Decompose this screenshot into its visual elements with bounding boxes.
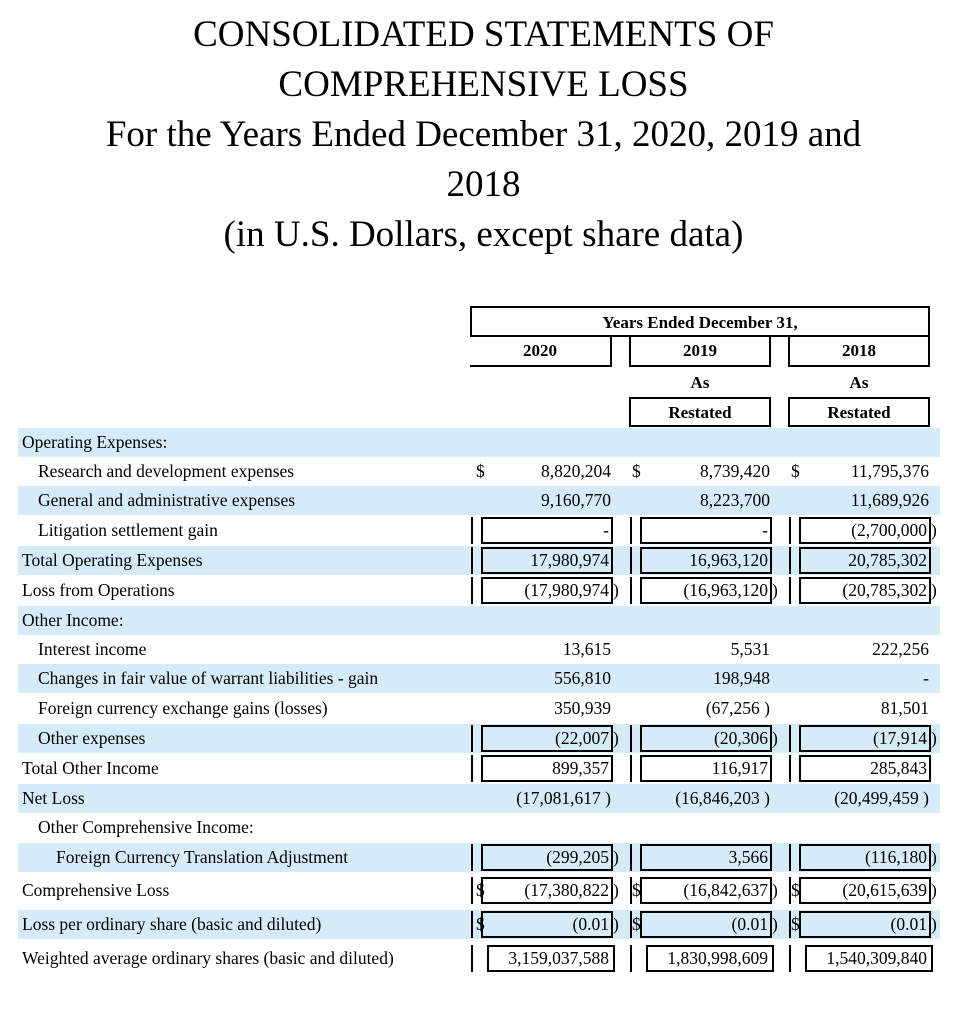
column-rule [630, 547, 632, 574]
value-cell: 81,501 [880, 698, 929, 718]
value-cell: (20,615,639 [842, 880, 927, 900]
dollar-sign: $ [476, 914, 485, 934]
dollar-sign: $ [632, 914, 641, 934]
value-cell: (17,980,974 [524, 580, 609, 600]
row-label: Weighted average ordinary shares (basic and diluted) [22, 948, 394, 968]
row-label: Total Other Income [22, 758, 159, 778]
value-cell: 1,830,998,609 [667, 948, 768, 968]
value-cell: 3,159,037,588 [508, 948, 609, 968]
value-cell: - [762, 520, 768, 540]
row-label: Operating Expenses: [22, 432, 168, 452]
table-row [18, 546, 940, 575]
value-cell: (16,963,120 [683, 580, 768, 600]
dollar-sign: $ [791, 880, 800, 900]
row-label: Net Loss [22, 788, 85, 808]
year-2020-header: 2020 [470, 337, 612, 367]
value-cell: 3,566 [728, 847, 768, 867]
row-label: Comprehensive Loss [22, 880, 170, 900]
value-box [481, 517, 613, 544]
value-cell: 20,785,302 [848, 550, 927, 570]
value-cell: 8,739,420 [700, 461, 770, 481]
value-cell: (17,914 [873, 728, 927, 748]
table-row [18, 664, 940, 693]
column-rule [789, 844, 791, 871]
dollar-sign: $ [476, 880, 485, 900]
value-cell: 11,689,926 [850, 490, 929, 510]
value-cell: 350,939 [554, 698, 611, 718]
closing-paren: ) [613, 847, 619, 867]
column-rule [471, 877, 473, 904]
value-cell: 285,843 [870, 758, 927, 778]
column-rule [630, 725, 632, 752]
value-cell: 9,160,770 [541, 490, 611, 510]
column-rule [789, 755, 791, 782]
value-cell: 16,963,120 [689, 550, 768, 570]
value-cell: (67,256 ) [705, 698, 770, 718]
column-rule [471, 844, 473, 871]
value-cell: 222,256 [872, 639, 929, 659]
column-rule [471, 945, 473, 972]
closing-paren: ) [772, 728, 778, 748]
column-rule [789, 725, 791, 752]
value-cell: 1,540,309,840 [826, 948, 927, 968]
value-cell: (0.01 [890, 914, 927, 934]
value-cell: (20,499,459 ) [834, 788, 929, 808]
title-line-3: For the Years Ended December 31, 2020, 2019 and [105, 114, 862, 155]
column-rule [630, 517, 632, 544]
value-cell: 116,917 [711, 758, 768, 778]
column-rule [789, 547, 791, 574]
value-cell: 556,810 [554, 668, 611, 688]
table-row [18, 457, 940, 486]
value-cell: 8,223,700 [700, 490, 770, 510]
value-cell: (22,007 [555, 728, 609, 748]
value-cell: (0.01 [731, 914, 768, 934]
dollar-sign: $ [791, 461, 800, 481]
row-label: Loss per ordinary share (basic and diluted) [22, 914, 322, 934]
restated-label-2019: Restated [629, 397, 771, 427]
closing-paren: ) [772, 914, 778, 934]
closing-paren: ) [931, 728, 937, 748]
title-line-2: COMPREHENSIVE LOSS [278, 64, 689, 105]
value-cell: - [603, 520, 609, 540]
value-cell: 899,357 [552, 758, 609, 778]
row-label: Interest income [38, 639, 147, 659]
dollar-sign: $ [791, 914, 800, 934]
closing-paren: ) [613, 914, 619, 934]
table-row [18, 486, 940, 515]
row-label: Litigation settlement gain [38, 520, 218, 540]
column-rule [630, 577, 632, 604]
table-row [18, 635, 940, 664]
value-cell: (2,700,000 [851, 520, 927, 540]
column-rule [789, 517, 791, 544]
table-row [18, 724, 940, 753]
closing-paren: ) [772, 580, 778, 600]
closing-paren: ) [931, 847, 937, 867]
row-label: Foreign Currency Translation Adjustment [56, 847, 349, 867]
value-cell: (299,205 [546, 847, 609, 867]
row-label: Other Income: [22, 610, 124, 630]
closing-paren: ) [931, 580, 937, 600]
column-rule [789, 577, 791, 604]
dollar-sign: $ [632, 461, 641, 481]
row-label: Research and development expenses [38, 461, 295, 481]
value-cell: 11,795,376 [850, 461, 929, 481]
value-cell: (0.01 [572, 914, 609, 934]
value-cell: 13,615 [562, 639, 611, 659]
row-label: Other Comprehensive Income: [38, 817, 254, 837]
value-cell: (16,842,637 [683, 880, 768, 900]
value-cell: (20,306 [714, 728, 768, 748]
table-row [18, 428, 940, 457]
closing-paren: ) [931, 520, 937, 540]
restated-label-2018: Restated [788, 397, 930, 427]
year-2019-header: 2019 [629, 337, 771, 367]
as-label-2018: As [849, 373, 869, 392]
table-row [18, 876, 940, 905]
title-line-5: (in U.S. Dollars, except share data) [223, 214, 744, 255]
title-line-4: 2018 [446, 164, 521, 205]
closing-paren: ) [772, 880, 778, 900]
column-rule [630, 844, 632, 871]
row-label: Other expenses [38, 728, 146, 748]
column-rule [630, 755, 632, 782]
table-row [18, 516, 940, 545]
row-label: General and administrative expenses [38, 490, 296, 510]
closing-paren: ) [613, 880, 619, 900]
table-row [18, 813, 940, 842]
column-rule [471, 911, 473, 938]
table-row [18, 754, 940, 783]
closing-paren: ) [931, 880, 937, 900]
closing-paren: ) [613, 580, 619, 600]
row-label: Changes in fair value of warrant liabilities - gain [38, 668, 379, 688]
table-row [18, 784, 940, 813]
dollar-sign: $ [632, 880, 641, 900]
column-rule [471, 577, 473, 604]
value-cell: 8,820,204 [541, 461, 611, 481]
value-cell: - [923, 668, 929, 688]
value-cell: (116,180 [864, 847, 927, 867]
closing-paren: ) [931, 914, 937, 934]
column-rule [789, 945, 791, 972]
row-label: Total Operating Expenses [22, 550, 203, 570]
period-header: Years Ended December 31, [470, 306, 930, 337]
value-cell: (17,081,617 ) [516, 788, 611, 808]
title-line-1: CONSOLIDATED STATEMENTS OF [193, 14, 774, 55]
value-box [640, 517, 772, 544]
value-cell: (17,380,822 [524, 880, 609, 900]
row-label: Foreign currency exchange gains (losses) [38, 698, 328, 718]
statement-title [0, 10, 967, 260]
year-2018-header: 2018 [788, 337, 930, 367]
table-row [18, 576, 940, 605]
column-rule [471, 725, 473, 752]
value-cell: 5,531 [730, 639, 770, 659]
as-label-2019: As [690, 373, 710, 392]
table-row [18, 910, 940, 939]
row-label: Loss from Operations [22, 580, 175, 600]
value-cell: (16,846,203 ) [675, 788, 770, 808]
table-row [18, 606, 940, 635]
table-row [18, 843, 940, 872]
closing-paren: ) [613, 728, 619, 748]
table-row [18, 694, 940, 723]
value-cell: 198,948 [713, 668, 770, 688]
dollar-sign: $ [476, 461, 485, 481]
value-cell: (20,785,302 [842, 580, 927, 600]
column-rule [471, 755, 473, 782]
table-row [18, 944, 940, 973]
column-rule [471, 547, 473, 574]
column-rule [630, 945, 632, 972]
column-rule [471, 517, 473, 544]
value-cell: 17,980,974 [530, 550, 609, 570]
